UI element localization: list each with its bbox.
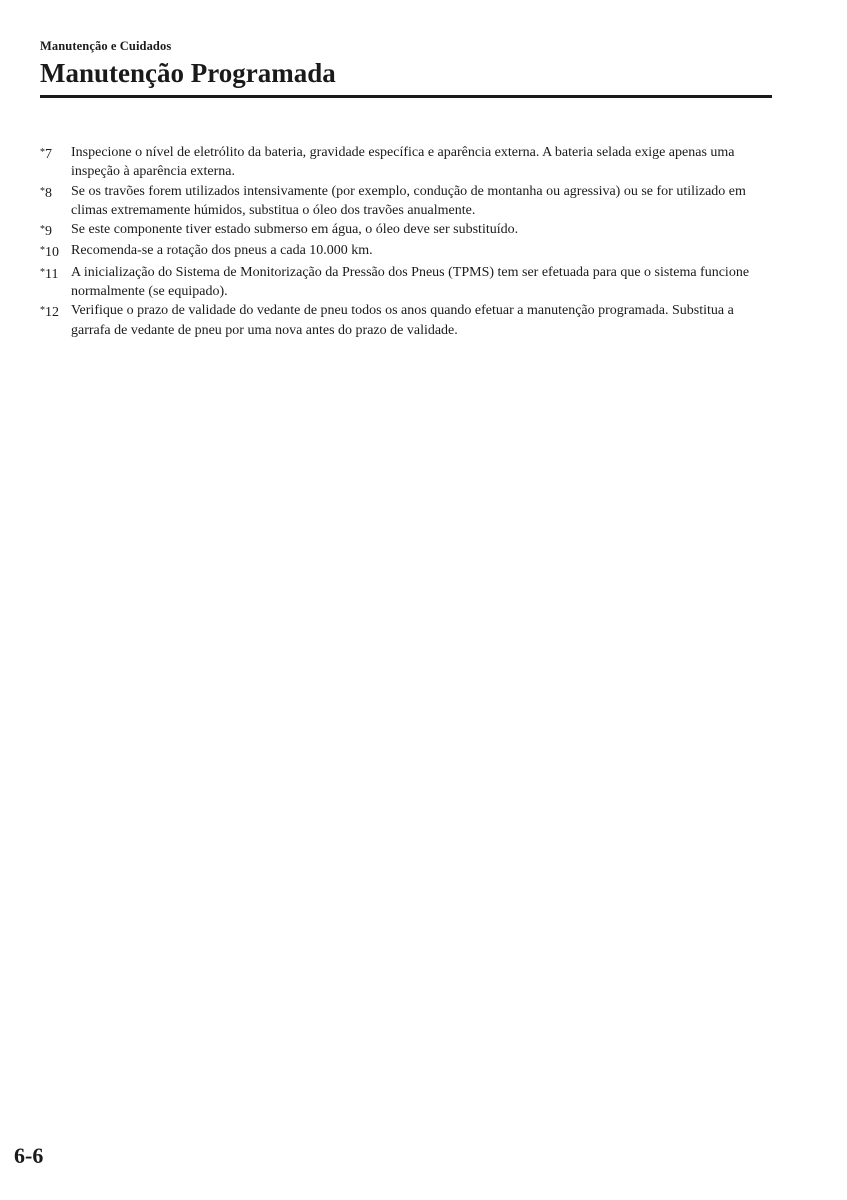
footnote-marker [40, 220, 71, 241]
footnote-text: Se este componente tiver estado submerso em água, o óleo deve ser substituído. [71, 222, 519, 238]
footnote-marker [40, 143, 71, 164]
footnote-text: Recomenda-se a rotação dos pneus a cada 10.000 km. [71, 243, 373, 259]
footnote-item [40, 143, 760, 182]
footnote-marker [40, 182, 71, 203]
footnote-number: 12 [45, 305, 59, 321]
footnote-item [40, 220, 760, 241]
footnote-number: 10 [45, 245, 59, 261]
section-label: Manutenção e Cuidados [40, 39, 172, 53]
footnote-text: A inicialização do Sistema de Monitorização da Pressão dos Pneus (TPMS) tem ser efetuada para que o sistema funcione normalmente (se equipado). [71, 264, 750, 300]
footnote-star: * [40, 147, 45, 158]
footnote-item [40, 301, 760, 340]
footnote-item [40, 182, 760, 221]
footnote-marker [40, 241, 71, 262]
footnote-star: * [40, 245, 45, 257]
footnote-number: 11 [45, 266, 59, 282]
footnote-number: 7 [45, 147, 52, 162]
footnote-text: Se os travões forem utilizados intensivamente (por exemplo, condução de montanha ou agressiva) ou se for utilizado em climas extremamente húmidos, substitua o óleo dos travões anualmente. [71, 183, 746, 218]
footnote-star: * [40, 305, 45, 317]
page-number: 6-6 [14, 1143, 44, 1168]
footnote-item [40, 263, 760, 302]
footnote-number: 9 [45, 224, 52, 240]
footnote-item [40, 241, 760, 262]
footnote-marker [40, 301, 71, 322]
footnote-text: Inspecione o nível de eletrólito da bateria, gravidade específica e aparência externa. A bateria selada exige apenas uma inspeção à aparência externa. [71, 145, 735, 180]
title-rule [40, 95, 772, 98]
footnote-star: * [40, 266, 45, 278]
footnote-marker [40, 263, 71, 284]
footnote-number: 8 [45, 185, 52, 201]
footnote-text: Verifique o prazo de validade do vedante de pneu todos os anos quando efetuar a manutenção programada. Substitua a garrafa de vedante de pneu por uma nova antes do prazo de validade. [71, 303, 734, 338]
page-title: Manutenção Programada [40, 58, 336, 88]
footnote-list [40, 143, 760, 340]
footnote-star: * [40, 185, 45, 197]
footnote-star: * [40, 224, 45, 236]
